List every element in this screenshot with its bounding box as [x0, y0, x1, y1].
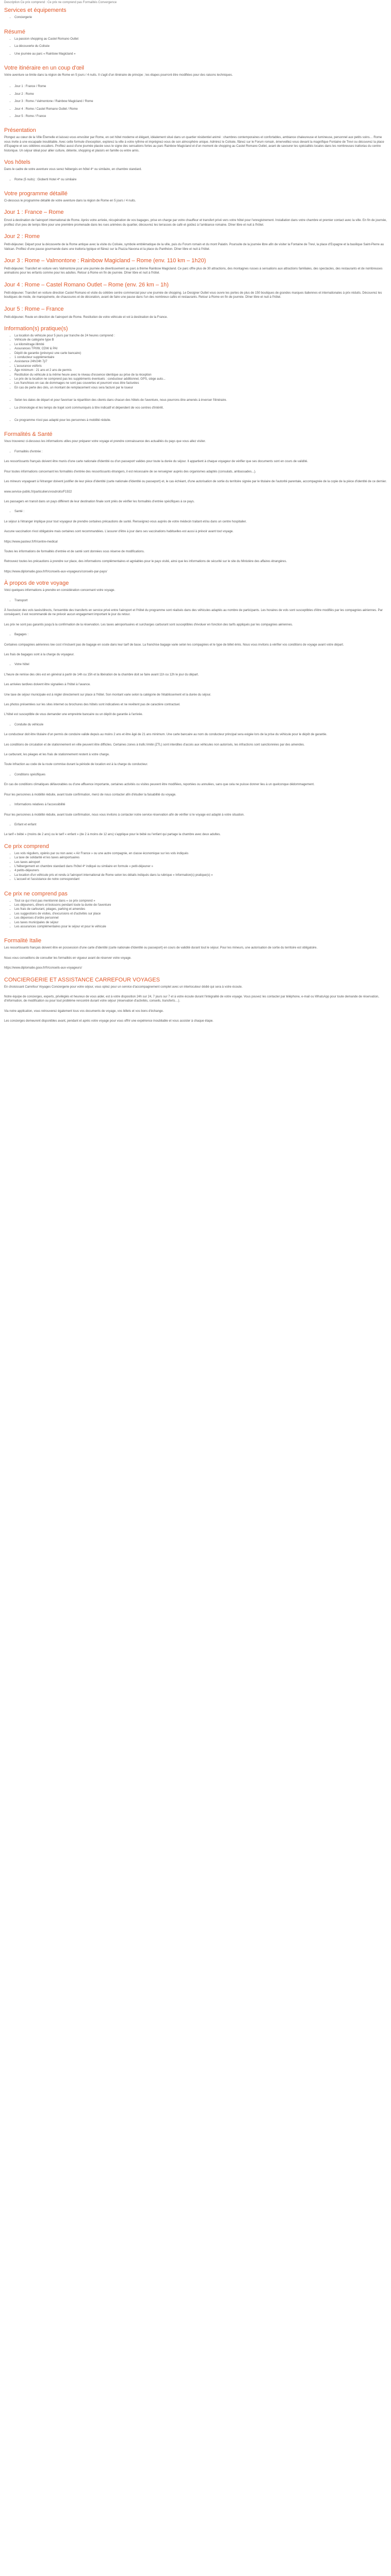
health-link[interactable]: https://www.pasteur.fr/fr/centre-medical — [4, 540, 58, 544]
children-p1: Le tarif « bébé » (moins de 2 ans) ou le tarif « enfant » (de 2 à moins de 12 ans) s'applique pour le bébé ou l'enfant qui partage la chambre avec deux adultes. — [4, 833, 221, 837]
health-p5: Retrouvez toutes les précautions à prendre sur place, des informations complémentaires et agréables pour le pays visité, ainsi que les informations de sécurité sur le site du Ministère des affaires étrangères. — [4, 560, 287, 564]
driving-p5: En cas de conditions climatiques défavorables ou d'une affluence importante, certaines activités ou visites peuvent être modifiées, reportées ou annulées, sans que cela ne puisse donner lieu à un quelconque dédommagement. — [4, 783, 315, 787]
day2-text: Petit-déjeuner. Départ pour la découverte de la Rome antique avec la visite du Colisée, symbole emblématique de la ville, puis du Forum romain et du mont Palatin. Poursuite de la journée libre afin de visiter la Fontaine de Trevi, la place d'Espagne et la basilique Saint-Pierre au Vatican. Profitez d'une pause gourmande dans une trattoria typique et flânez sur la Piazza Navona et la place du Panthéon. Dîner libre et nuit à l'hôtel. — [4, 243, 384, 251]
list-item: • Dépôt de garantie (prévoyez une carte bancaire) — [14, 351, 387, 355]
list-item: • Jour 4 : Rome / Castel Romano Outlet / Rome — [14, 107, 387, 111]
list-item: • Jour 3 : Rome / Valmontone / Rainbow Magicland / Rome — [14, 99, 387, 104]
formalities-label-list — [4, 450, 387, 454]
list-item: • L'hébergement en chambre standard dans l'hôtel 4* indiqué ou similaire en formule « petit-déjeuner » — [14, 865, 387, 869]
page-content — [0, 0, 391, 1024]
driving-p6: Pour les personnes à mobilité réduite, avant toute confirmation, merci de nous contacter afin d'étudier la faisabilité du voyage. — [4, 793, 176, 796]
list-item: • Selon les dates de départ et pour favoriser la répartition des clients dans chacun des hôtels de l'aventure, nous pourrons être amenés à inverser l'itinéraire. — [14, 398, 387, 402]
hotel-p5: L'hôtel est susceptible de vous demander une empreinte bancaire ou un dépôt de garantie à l'arrivée. — [4, 713, 143, 717]
list-item: ▪ Rome (5 nuits) : Gioberti Hotel 4* ou similaire — [14, 178, 387, 182]
list-item: • Conciergerie — [14, 15, 387, 20]
driving-p4: Toute infraction au code de la route commise durant la période de location est à la charge du conducteur. — [4, 763, 148, 767]
list-item: • Les frais de carburant, péages, parking et amendes — [14, 907, 387, 911]
resume-list — [4, 37, 387, 56]
driving-label-list — [4, 723, 387, 727]
concierge-heading: CONCIERGERIE ET ASSISTANCE CARREFOUR VOYAGES — [4, 976, 160, 983]
baggage-p1: Certaines compagnies aériennes low cost n'incluent pas de bagage en soute dans leur tarif de base. La franchise bagage varie selon les compagnies et le type de billet émis. Nous vous invitons à vérifier vos conditions de voyage avant votre départ. — [4, 643, 344, 647]
presentation-heading: Présentation — [4, 127, 36, 134]
excludes-heading: Ce prix ne comprend pas — [4, 890, 68, 897]
list-item: • Restitution du véhicule à la même heure avec le niveau d'essence identique au prise de la réception — [14, 373, 387, 377]
info-list-3 — [4, 418, 387, 422]
overview-days-list — [4, 84, 387, 118]
list-item: • Les assurances complémentaires pour le séjour et pour le véhicule — [14, 925, 387, 929]
transport-label-list — [4, 599, 387, 603]
list-item: • Les dépenses d'ordre personnel — [14, 916, 387, 920]
formalities-link[interactable]: www.service-public.fr/particuliers/vosdroits/F1922 — [4, 490, 72, 494]
includes-list — [4, 852, 387, 882]
formalities-p4: Les passagers en transit dans un pays différent de leur destination finale sont priés de vérifier les formalités d'entrée spécifiques à ce pays. — [4, 500, 195, 503]
driving-p7: Pour les personnes à mobilité réduite, avant toute confirmation, nous vous invitons à contacter notre service réservation afin de vérifier si le voyage est adapté à votre situation. — [4, 813, 245, 817]
formalities-heading: Formalités & Santé — [4, 431, 53, 438]
program-intro: Ci-dessous le programme détaillé de votre aventure dans la région de Rome en 5 jours / 4 nuits. — [4, 199, 136, 202]
list-item: • Les vols réguliers, opérés par ou non avec « Air France » ou une autre compagnie, en classe économique sur les vols indiqués — [14, 852, 387, 856]
list-item: • La taxe de solidarité et les taxes aéroportuaires — [14, 856, 387, 860]
list-item: • La découverte du Colisée — [14, 44, 387, 48]
concierge-p2: Notre équipe de concierges, experts, privilégiés et heureux de vous aider, est à votre disposition 24h sur 24, 7 jours sur 7 et à votre écoute durant l'intégralité de votre voyage. Vous pouvez les contacter par téléphone, e-mail ou WhatsApp pour toute demande de réservation, d'information, de modification ou pour tout problème rencontré durant votre séjour (réservation d'activités, conseils, transferts…). — [4, 995, 379, 1003]
health-link-2[interactable]: https://www.diplomatie.gouv.fr/fr/conseils-aux-voyageurs/conseils-par-pays/ — [4, 570, 107, 573]
list-item: • Le kilométrage illimité — [14, 343, 387, 347]
list-item: • L'assurance vol/bris — [14, 364, 387, 368]
day5-text: Petit-déjeuner. Route en direction de l'aéroport de Rome. Restitution de votre véhicule et vol à destination de la France. — [4, 315, 168, 319]
driving-p2: Les conditions de circulation et de stationnement en ville peuvent être difficiles. Certaines zones à trafic limité (ZTL) sont interdites d'accès aux véhicules non autorisés, les infractions sont sanctionnées par des amendes. — [4, 743, 305, 747]
concierge-p1: En choisissant Carrefour Voyages Conciergerie pour votre séjour, vous optez pour un service d'accompagnement complet avec un interlocuteur dédié qui sera à votre écoute. — [4, 985, 243, 989]
day4-text: Petit-déjeuner. Transfert en voiture direction Castel Romano et visite du célèbre centre commercial pour une journée de shopping. Le Designer Outlet vous ouvre les portes de plus de 150 boutiques de grandes marques italiennes et internationales à prix réduits. Découvrez les boutiques de mode, de maroquinerie, de chaussures et de décoration, avant de faire une pause dans l'un des nombreux cafés et restaurants. Retour à Rome en fin de journée. Dîner libre et nuit à l'hôtel. — [4, 291, 382, 299]
list-item: • Votre hôtel — [14, 663, 387, 667]
list-item: • L'accueil et l'assistance de notre correspondant — [14, 877, 387, 882]
presentation-text: Plongez au cœur de la Ville Éternelle et laissez-vous envoûter par Rome, en cet hôtel moderne et élégant, idéalement situé dans un quartier résidentiel animé : chambres contemporaines et confortables, ambiance chaleureuse et lumineuse, personnel aux petits soins… Rome vous invite à une escapade inoubliable. Avec cette formule d'exception, explorez la ville à votre rythme et imprégnez-vous de son atmosphère unique. Admirez le Colisée, flânez sur le Forum romain, émerveillez-vous devant la magnifique Fontaine de Trevi ou découvrez la place d'Espagne et ses célèbres escaliers. Profitez aussi d'une journée placée sous le signe des sensations fortes au parc Rainbow Magicland et d'un moment de shopping au Castel Romano Outlet, avant de savourer les spécialités locales dans les nombreuses trattorias du centre historique. Un séjour idéal pour allier culture, détente, shopping et plaisirs en famille ou entre amis. — [4, 136, 384, 152]
baggage-label-list — [4, 633, 387, 637]
list-item: • Âge minimum : 21 ans et 2 ans de permis — [14, 368, 387, 372]
day1-heading: Jour 1 : France – Rome — [4, 209, 64, 216]
accessibility-list — [4, 803, 387, 807]
day2-heading: Jour 2 : Rome — [4, 233, 40, 240]
excludes-list — [4, 899, 387, 929]
info-list — [4, 334, 387, 390]
day3-text: Petit-déjeuner. Transfert en voiture vers Valmontone pour une journée de divertissement au parc à thème Rainbow Magicland. Ce parc offre plus de 30 attractions, des montagnes russes à sensations aux attractions familiales, des spectacles, des restaurants et de nombreuses animations pour les enfants comme pour les adultes. Retour à Rome en fin de journée. Dîner libre et nuit à l'hôtel. — [4, 267, 383, 275]
day3-heading: Jour 3 : Rome – Valmontone : Rainbow Magicland – Rome (env. 110 km – 1h20) — [4, 257, 206, 264]
list-item: • Conduite du véhicule — [14, 723, 387, 727]
day5-heading: Jour 5 : Rome – France — [4, 306, 64, 312]
list-item: • Les suggestions de visites, d'excursions et d'activités sur place — [14, 912, 387, 916]
list-item: • Les taxes municipales de séjour — [14, 921, 387, 925]
resume-heading: Résumé — [4, 28, 25, 35]
list-item: • Ce programme n'est pas adapté pour les personnes à mobilité réduite. — [14, 418, 387, 422]
info-list-2 — [4, 398, 387, 410]
list-item: • Jour 2 : Rome — [14, 92, 387, 96]
health-p2: Aucune vaccination n'est obligatoire mais certaines sont recommandées. L'assurer d'être à jour dans ses vaccinations habituelles est aussi à prévoir avant tout voyage. — [4, 530, 234, 534]
formalities-italy-link[interactable]: https://www.diplomatie.gouv.fr/fr/conseils-aux-voyageurs/ — [4, 967, 82, 970]
info-heading: Information(s) pratique(s) — [4, 325, 68, 332]
hotels-list — [4, 178, 387, 182]
list-item: • La passion shopping au Castel Romano Outlet — [14, 37, 387, 41]
hotel-p2: Les arrivées tardives doivent être signalées à l'hôtel à l'avance. — [4, 683, 91, 687]
list-item: • Véhicule de catégorie type B — [14, 338, 387, 342]
list-item: • Le prix de la location ne comprend pas les suppléments éventuels : conducteur additionnel, GPS, siège auto... — [14, 377, 387, 381]
services-list — [4, 15, 387, 20]
formalities-italy-p2: Nous vous conseillons de consulter les formalités en vigueur avant de réserver votre voyage. — [4, 956, 132, 960]
children-label-list — [4, 823, 387, 827]
overview-intro: Votre aventure se limite dans la région de Rome en 5 jours / 4 nuits. Il s'agit d'un itinéraire de principe ; les étapes pourront être modifiées pour des raisons techniques. — [4, 74, 233, 77]
list-item: • Conditions spécifiques — [14, 773, 387, 777]
specific-conditions-list — [4, 773, 387, 777]
list-item: • Formalités d'entrée : — [14, 450, 387, 454]
top-nav-line: Description Ce prix comprend : Ce prix ne comprend pas Formalités Convergence — [4, 1, 117, 4]
list-item: • La chronologie et les temps de trajet sont communiqués à titre indicatif et dépendent de vos centres d'intérêt. — [14, 406, 387, 410]
list-item: • Enfant et enfant — [14, 823, 387, 827]
list-item: • Les franchises en cas de dommages ne sont pas couvertes et pourront vous être facturées — [14, 381, 387, 385]
driving-p3: Le carburant, les péages et les frais de stationnement restent à votre charge. — [4, 753, 110, 757]
list-item: • Jour 1 : France / Rome — [14, 84, 387, 89]
day1-text: Envol à destination de l'aéroport international de Rome. Après votre arrivée, récupération de vos bagages, prise en charge par votre chauffeur et transfert privé vers votre hôtel pour l'enregistrement. Installation dans votre chambre et premier contact avec la ville. En fin de journée, profitez d'un peu de temps libre pour une première promenade dans les rues animées du quartier, découvrez les terrasses de café et goûtez à l'ambiance romaine. Dîner libre et nuit à l'hôtel. — [4, 219, 387, 227]
includes-heading: Ce prix comprend — [4, 843, 49, 850]
list-item: • En cas de perte des clés, un montant de remplacement vous sera facturé par le loueur — [14, 386, 387, 390]
program-heading: Votre programme détaillé — [4, 190, 68, 197]
list-item: • Informations relatives à l'accessibilité — [14, 803, 387, 807]
list-item: • Santé : — [14, 510, 387, 514]
hotel-p4: Les photos présentées sur les sites internet ou brochures des hôtels sont indicatives et ne revêtent pas de caractère contractuel. — [4, 703, 181, 707]
health-p4: Toutes les informations de formalités d'entrée et de santé sont données sous réserve de modifications. — [4, 550, 145, 553]
formalities-italy-p1: Les ressortissants français doivent être en possession d'une carte d'identité (carte nationale d'identité ou passeport) en cours de validité durant tout le séjour. Pour les mineurs, une autorisation de sortie du territoire est obligatoire. — [4, 946, 318, 950]
health-p1: Le séjour à l'étranger implique pour tout voyageur de prendre certaines précautions de santé. Renseignez-vous auprès de votre médecin traitant et/ou dans un centre hospitalier. — [4, 520, 247, 523]
baggage-p2: Les frais de bagages sont à la charge du voyageur. — [4, 653, 75, 656]
list-item: • 4 petits-déjeuners — [14, 869, 387, 873]
hotel-p1: L'heure de remise des clés est en général à partir de 14h ou 15h et la libération de la chambre doit se faire avant 11h ou 12h le jour du départ. — [4, 673, 199, 676]
concierge-p4: Les concierges demeurent disponibles avant, pendant et après votre voyage pour vous offrir une expérience inoubliable et vous assister à chaque étape. — [4, 1020, 214, 1023]
transport-p1: À l'exclusion des vols taxés/directs, l'ensemble des transferts en service privé entre l'aéroport et l'hôtel du programme sont réalisés dans des véhicules adaptés au nombre de participants. Les horaires de vols sont susceptibles d'être modifiés par les compagnies aériennes. Par conséquent, il est recommandé de ne prévoir aucun engagement important le jour du retour. — [4, 608, 383, 617]
list-item: • Assurances TPI/W, CDW & PAI — [14, 347, 387, 351]
day4-heading: Jour 4 : Rome – Castel Romano Outlet – Rome (env. 26 km – 1h) — [4, 281, 169, 288]
hotel-label-list — [4, 663, 387, 667]
about-heading: À propos de votre voyage — [4, 580, 69, 587]
concierge-p3: Via notre application, vous retrouverez également tous vos documents de voyage, vos billets et vos bons d'échange. — [4, 1009, 164, 1013]
list-item: • Les taxes aéroport — [14, 860, 387, 865]
transport-p2: Les prix ne sont pas garantis jusqu'à la confirmation de la réservation. Les taxes aéroportuaires et surcharges carburant sont susceptibles d'évoluer en fonction des tarifs appliqués par les compagnies aériennes. — [4, 623, 293, 626]
list-item: • La location du véhicule pour 5 jours par tranche de 24 heures comprend : — [14, 334, 387, 338]
list-item: • 1 conducteur supplémentaire — [14, 355, 387, 360]
list-item: • Transport — [14, 599, 387, 603]
list-item: • La location d'un véhicule pris et rendu à l'aéroport international de Rome selon les détails indiqués dans la rubrique « Information(s) pratique(s) » — [14, 873, 387, 877]
hotels-heading: Vos hôtels — [4, 159, 30, 166]
formalities-p2: Pour toutes informations concernant les formalités d'entrée des ressortissants étrangers, il est nécessaire de se renseigner auprès des organismes adaptés (consulats, ambassades...). — [4, 470, 256, 473]
hotels-intro: Dans le cadre de votre aventure vous serez hébergés en hôtel 4* ou similaire, en chambre standard. — [4, 168, 142, 172]
list-item: • Une journée au parc « Rainbow Magicland » — [14, 52, 387, 56]
list-item: • Assistance 24h/24h 7j/7 — [14, 360, 387, 364]
overview-heading: Votre itinéraire en un coup d'œil — [4, 65, 84, 72]
services-heading: Services et équipements — [4, 7, 67, 14]
about-intro: Voici quelques informations à prendre en considération concernant votre voyage. — [4, 589, 116, 592]
formalities-intro: Vous trouverez ci-dessous les informations utiles pour préparer votre voyage et prendre connaissance des actualités du pays que vous allez visiter. — [4, 440, 206, 444]
health-label-list — [4, 510, 387, 514]
list-item: • Tout ce qui n'est pas mentionné dans « ce prix comprend » — [14, 899, 387, 903]
list-item: • Les déjeuners, dîners et boissons pendant toute la durée de l'aventure — [14, 903, 387, 907]
list-item: • Jour 5 : Rome / France — [14, 114, 387, 118]
formalities-p1: Les ressortissants français doivent être munis d'une carte nationale d'identité ou d'un passeport valides pour toute la durée du séjour. Il appartient à chaque voyageur de vérifier que ses documents sont en cours de validité. — [4, 460, 308, 464]
hotel-p3: Une taxe de séjour municipale est à régler directement sur place à l'hôtel. Son montant varie selon la catégorie de l'établissement et la durée du séjour. — [4, 693, 211, 697]
list-item: • Bagages : — [14, 633, 387, 637]
formalities-p3: Les mineurs voyageant à l'étranger doivent justifier de leur pièce d'identité (carte nationale d'identité ou passeport) et, le cas échéant, d'une autorisation de sortie du territoire signée par le titulaire de l'autorité parentale, accompagnée de la copie de la pièce d'identité de ce dernier. — [4, 480, 387, 484]
driving-p1: Le conducteur doit être titulaire d'un permis de conduire valide depuis au moins 2 ans et être âgé de 21 ans minimum. Une carte bancaire au nom du conducteur principal sera exigée lors de la prise du véhicule pour le dépôt de garantie. — [4, 733, 328, 737]
formalities-italy-heading: Formalité Italie — [4, 938, 42, 944]
